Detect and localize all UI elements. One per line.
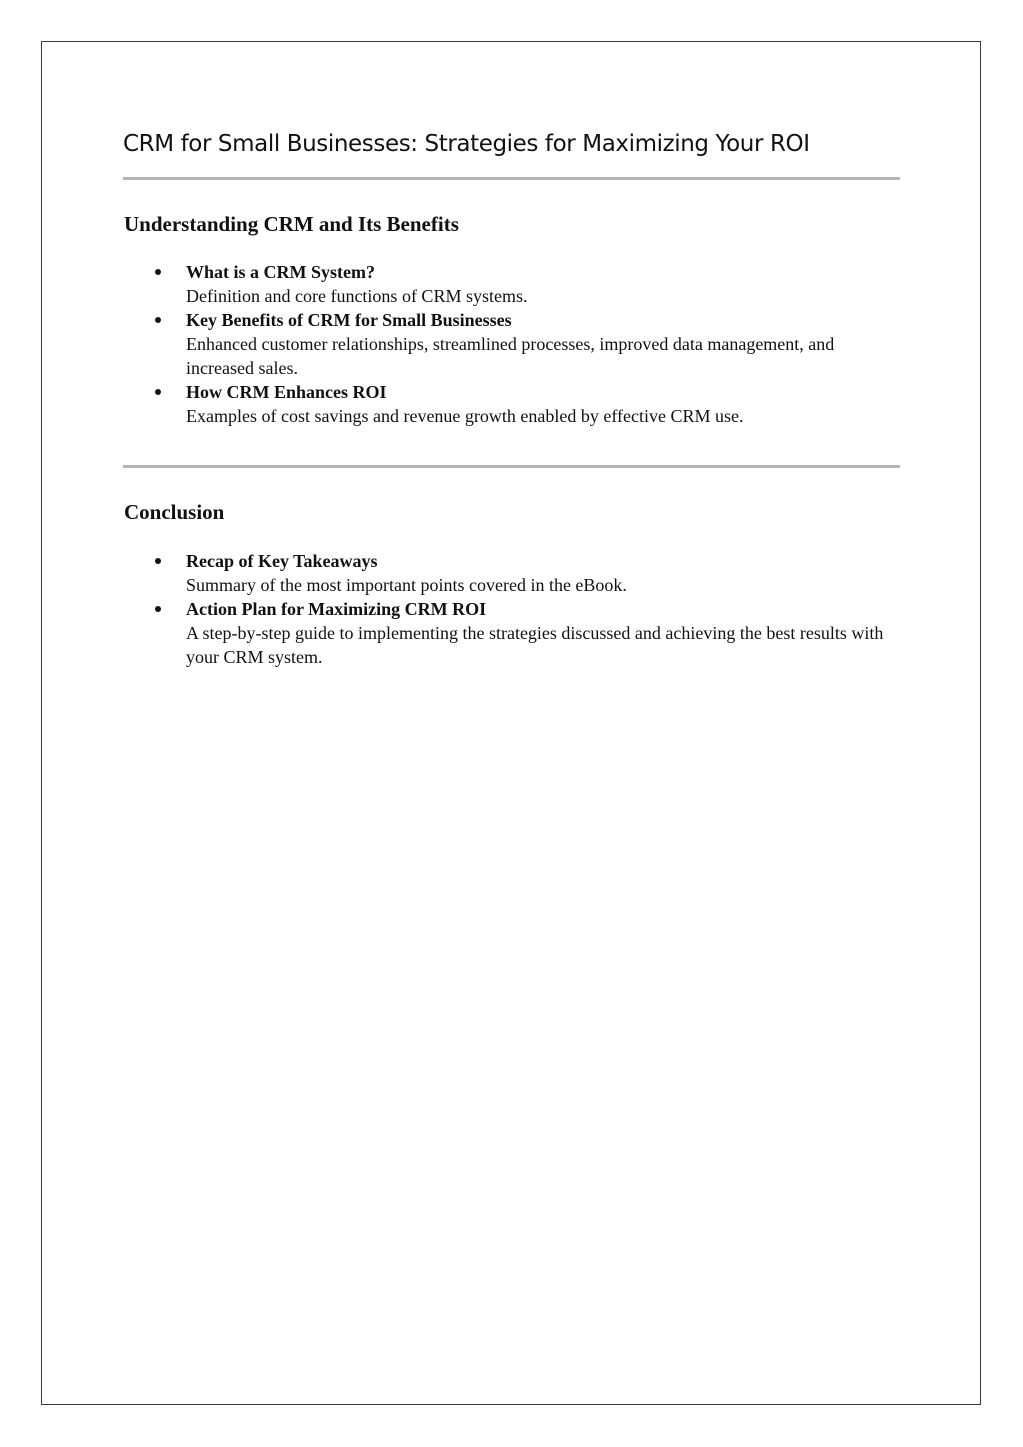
list-item-description: Enhanced customer relationships, streamlined processes, improved data management, and increased sales.: [186, 334, 835, 378]
bullet-icon: [155, 558, 161, 564]
list-item-title: Action Plan for Maximizing CRM ROI: [186, 599, 487, 619]
section-divider: [123, 465, 900, 468]
list-item-title: How CRM Enhances ROI: [186, 382, 387, 402]
bullet-icon: [155, 317, 161, 323]
bullet-icon: [155, 389, 161, 395]
bullet-icon: [155, 606, 161, 612]
page-border: [41, 41, 981, 1405]
benefits-list: [124, 260, 900, 428]
list-item: [124, 549, 900, 597]
section-divider: [123, 177, 900, 180]
list-item-description: Summary of the most important points covered in the eBook.: [186, 575, 627, 595]
list-item-description: A step-by-step guide to implementing the strategies discussed and achieving the best results with your CRM system.: [186, 623, 884, 667]
list-item: [124, 380, 900, 428]
list-item: [124, 260, 900, 308]
list-item-description: Definition and core functions of CRM systems.: [186, 286, 528, 306]
list-item-description: Examples of cost savings and revenue growth enabled by effective CRM use.: [186, 406, 744, 426]
bullet-icon: [155, 269, 161, 275]
list-item: [124, 308, 900, 380]
section-heading-benefits: Understanding CRM and Its Benefits: [124, 212, 459, 236]
section-heading-conclusion: Conclusion: [124, 500, 225, 524]
list-item: [124, 597, 900, 669]
list-item-title: What is a CRM System?: [186, 262, 375, 282]
list-item-title: Recap of Key Takeaways: [186, 551, 378, 571]
page-title: CRM for Small Businesses: Strategies for Maximizing Your ROI: [123, 131, 810, 157]
conclusion-list: [124, 549, 900, 669]
list-item-title: Key Benefits of CRM for Small Businesses: [186, 310, 512, 330]
